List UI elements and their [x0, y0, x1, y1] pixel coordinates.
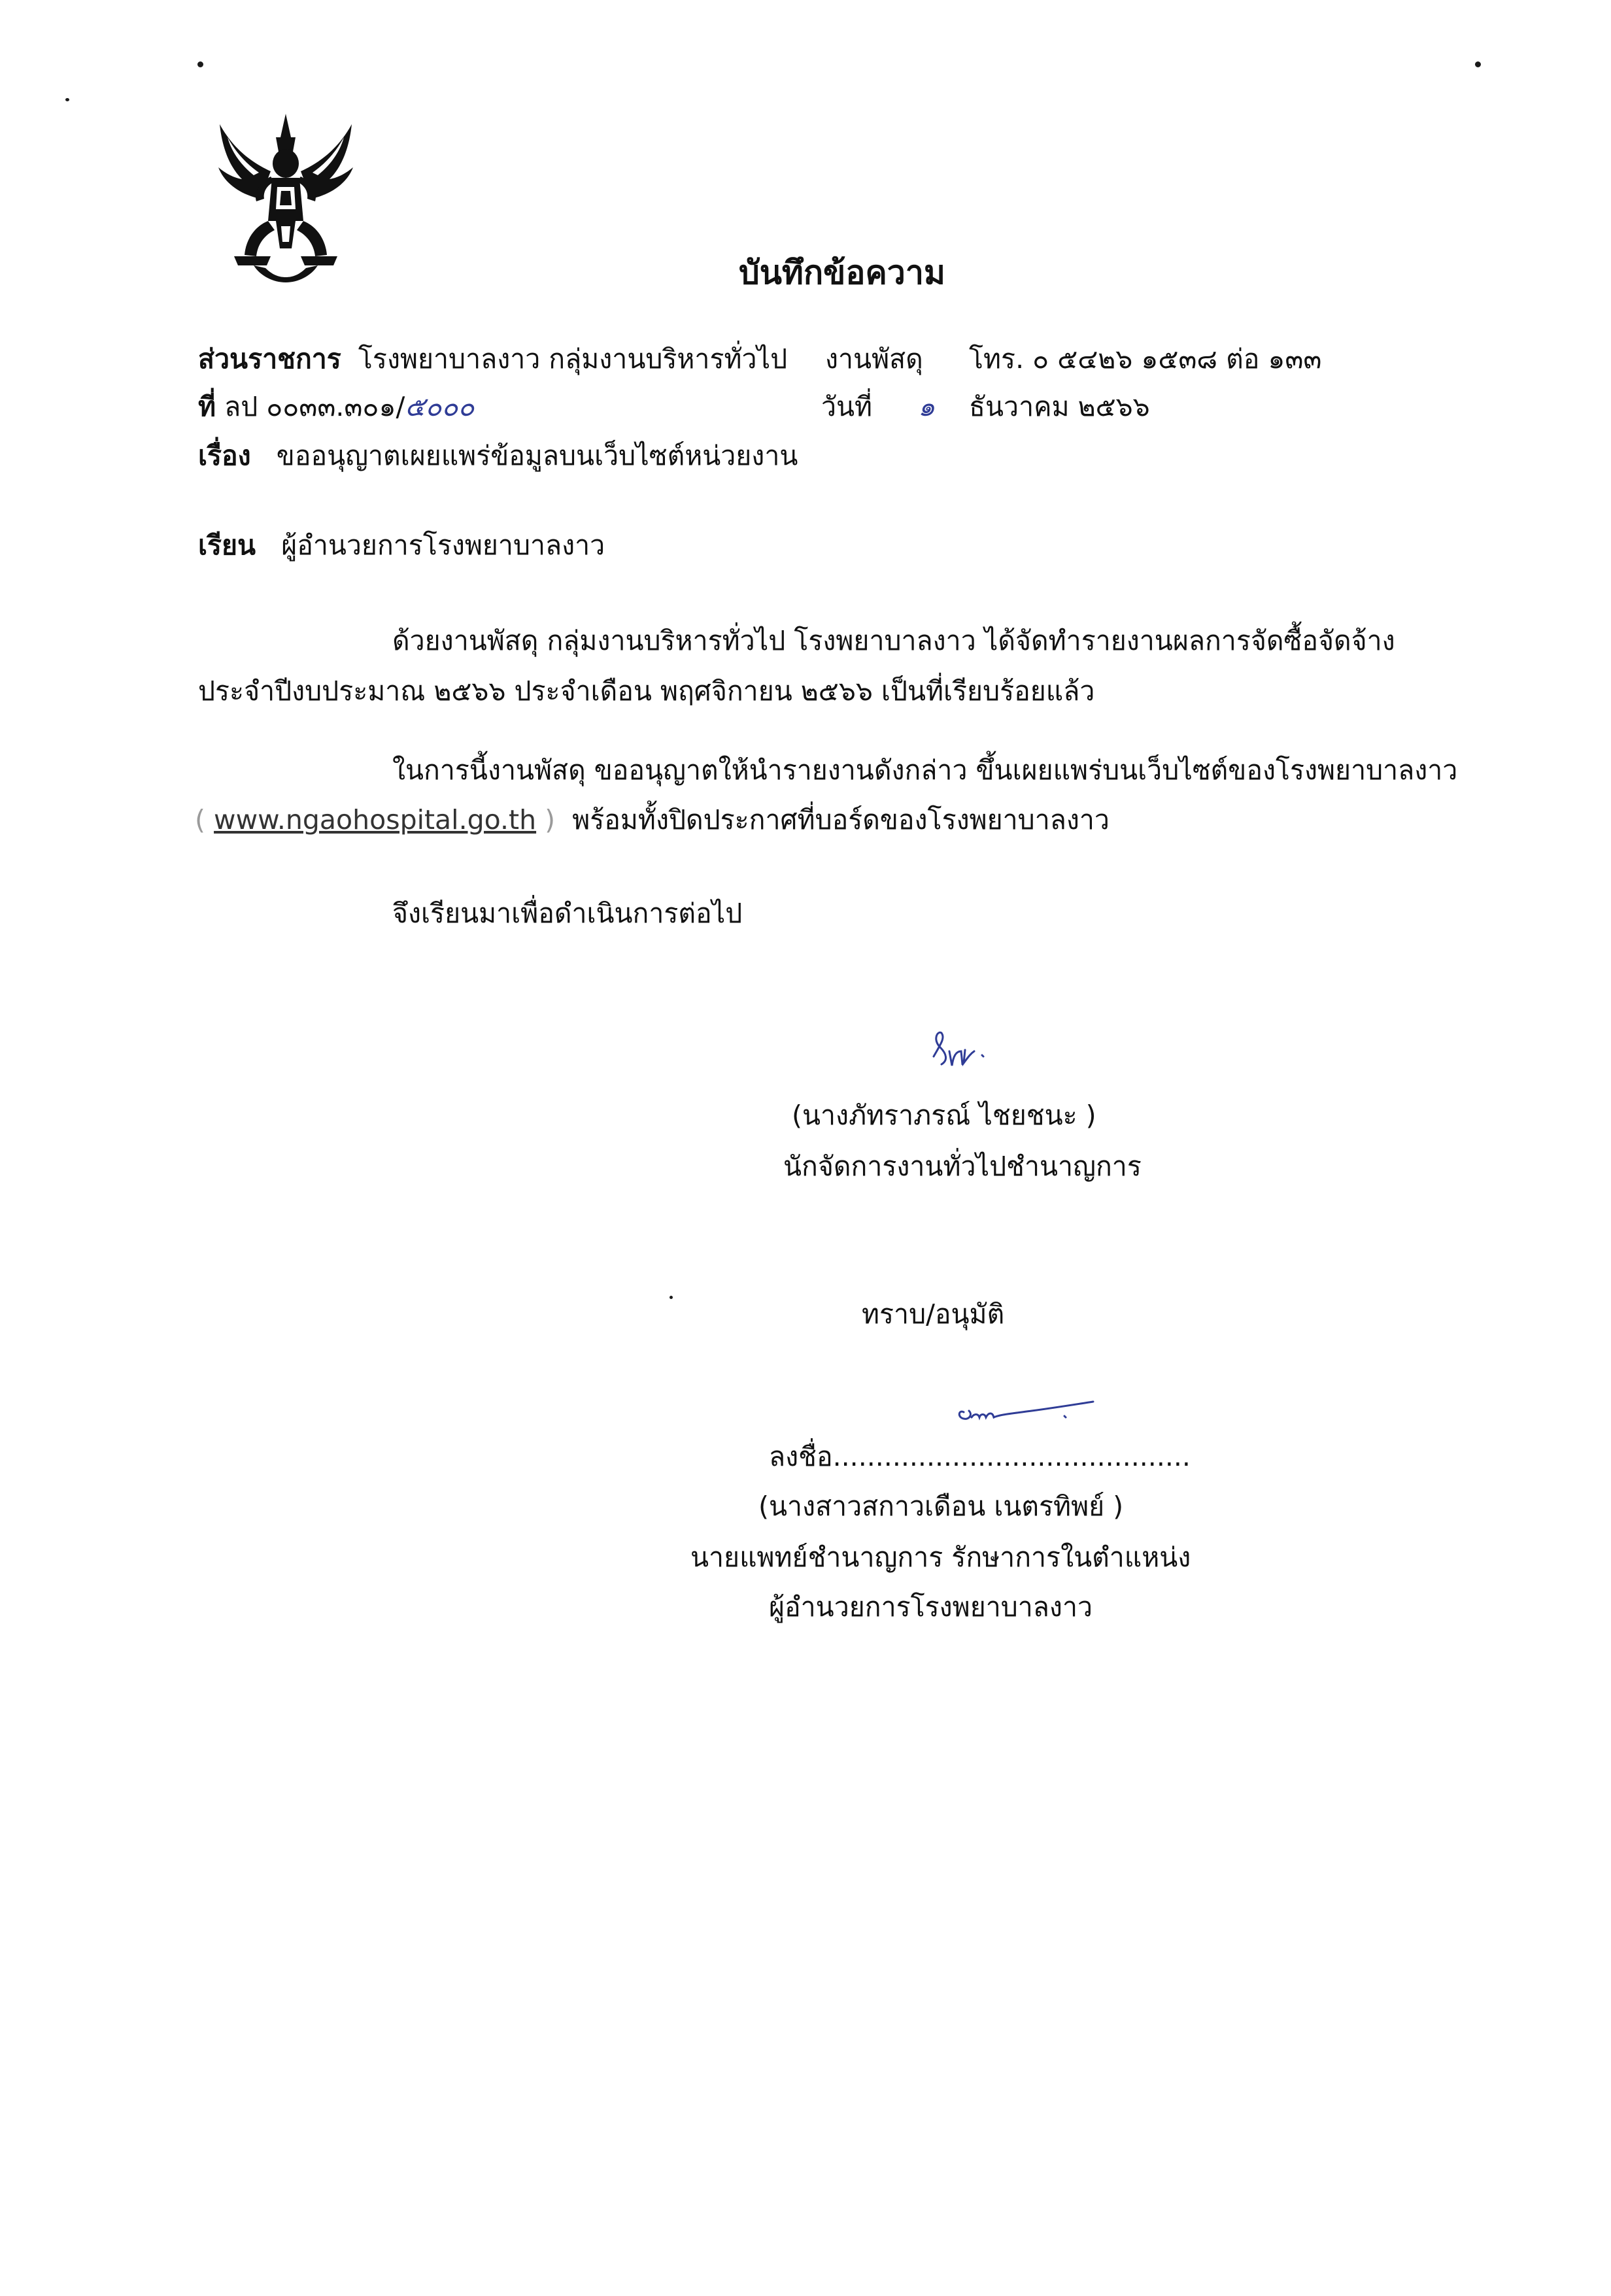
paragraph-2-line-2: [195, 799, 1110, 841]
phone-number: โทร. ๐ ๕๔๒๖ ๑๕๓๘ ต่อ ๑๓๓: [969, 343, 1322, 375]
date-day-handwritten: ๑: [918, 391, 936, 422]
reference-row: [198, 386, 474, 428]
paragraph-2-rest: พร้อมทั้งปิดประกาศที่บอร์ดของโรงพยาบาลงาว: [572, 804, 1110, 836]
signature-icon: [927, 1025, 992, 1071]
link-paren-open: (: [195, 804, 205, 836]
closing-line: จึงเรียนมาเพื่อดำเนินการต่อไป: [392, 898, 743, 929]
recipient-value: ผู้อำนวยการโรงพยาบาลงาว: [281, 530, 605, 561]
date-label: วันที่: [821, 391, 873, 422]
scan-speck: [1475, 61, 1481, 67]
agency-value: โรงพยาบาลงาว กลุ่มงานบริหารทั่วไป: [358, 343, 788, 375]
paragraph-1-line-1: ด้วยงานพัสดุ กลุ่มงานบริหารทั่วไป โรงพยาบาลงาว ได้จัดทำรายงานผลการจัดซื้อจัดจ้าง: [392, 625, 1395, 656]
signer-1-position: นักจัดการงานทั่วไปชำนาญการ: [783, 1151, 1142, 1182]
recipient-row: [198, 524, 605, 567]
recipient-label: เรียน: [198, 530, 256, 561]
website-link[interactable]: www.ngaohospital.go.th: [214, 804, 537, 836]
reference-number-handwritten: ๕๐๐๐: [405, 391, 475, 422]
subject-label: เรื่อง: [198, 440, 251, 471]
approver-name: (นางสาวสกาวเดือน เนตรทิพย์ ): [758, 1491, 1124, 1522]
signer-1-name: (นางภัทราภรณ์ ไชยชนะ ): [792, 1100, 1096, 1131]
approver-position-2: ผู้อำนวยการโรงพยาบาลงาว: [769, 1591, 1093, 1623]
link-paren-close: ): [545, 804, 556, 836]
scan-speck: [197, 61, 203, 67]
agency-label: ส่วนราชการ: [198, 343, 341, 375]
approver-position-1: นายแพทย์ชำนาญการ รักษาการในตำแหน่ง: [690, 1542, 1191, 1573]
subject-row: [198, 435, 798, 477]
paragraph-2-line-1: ในการนี้งานพัสดุ ขออนุญาตให้นำรายงานดังกล่าว ขึ้นเผยแพร่บนเว็บไซต์ของโรงพยาบาลงาว: [392, 754, 1458, 786]
garuda-emblem-icon: [208, 111, 364, 288]
reference-label: ที่: [198, 391, 216, 422]
reference-value: ลป ๐๐๓๓.๓๐๑/: [224, 391, 405, 422]
scan-speck: [65, 98, 69, 101]
date-month-year: ธันวาคม ๒๕๖๖: [969, 391, 1150, 422]
subject-value: ขออนุญาตเผยแพร่ข้อมูลบนเว็บไซต์หน่วยงาน: [276, 440, 798, 471]
paragraph-1-line-2: ประจำปีงบประมาณ ๒๕๖๖ ประจำเดือน พฤศจิกายน ๒๕๖๖ เป็นที่เรียบร้อยแล้ว: [198, 675, 1095, 707]
memo-title: บันทึกข้อความ: [739, 254, 945, 292]
scan-speck: [670, 1296, 673, 1299]
signature-icon: [953, 1398, 1104, 1437]
agency-row: [198, 338, 787, 380]
sign-line: ลงชื่อ..........................................: [769, 1441, 1191, 1472]
approval-text: ทราบ/อนุมัติ: [862, 1298, 1005, 1330]
section-name: งานพัสดุ: [825, 343, 923, 375]
